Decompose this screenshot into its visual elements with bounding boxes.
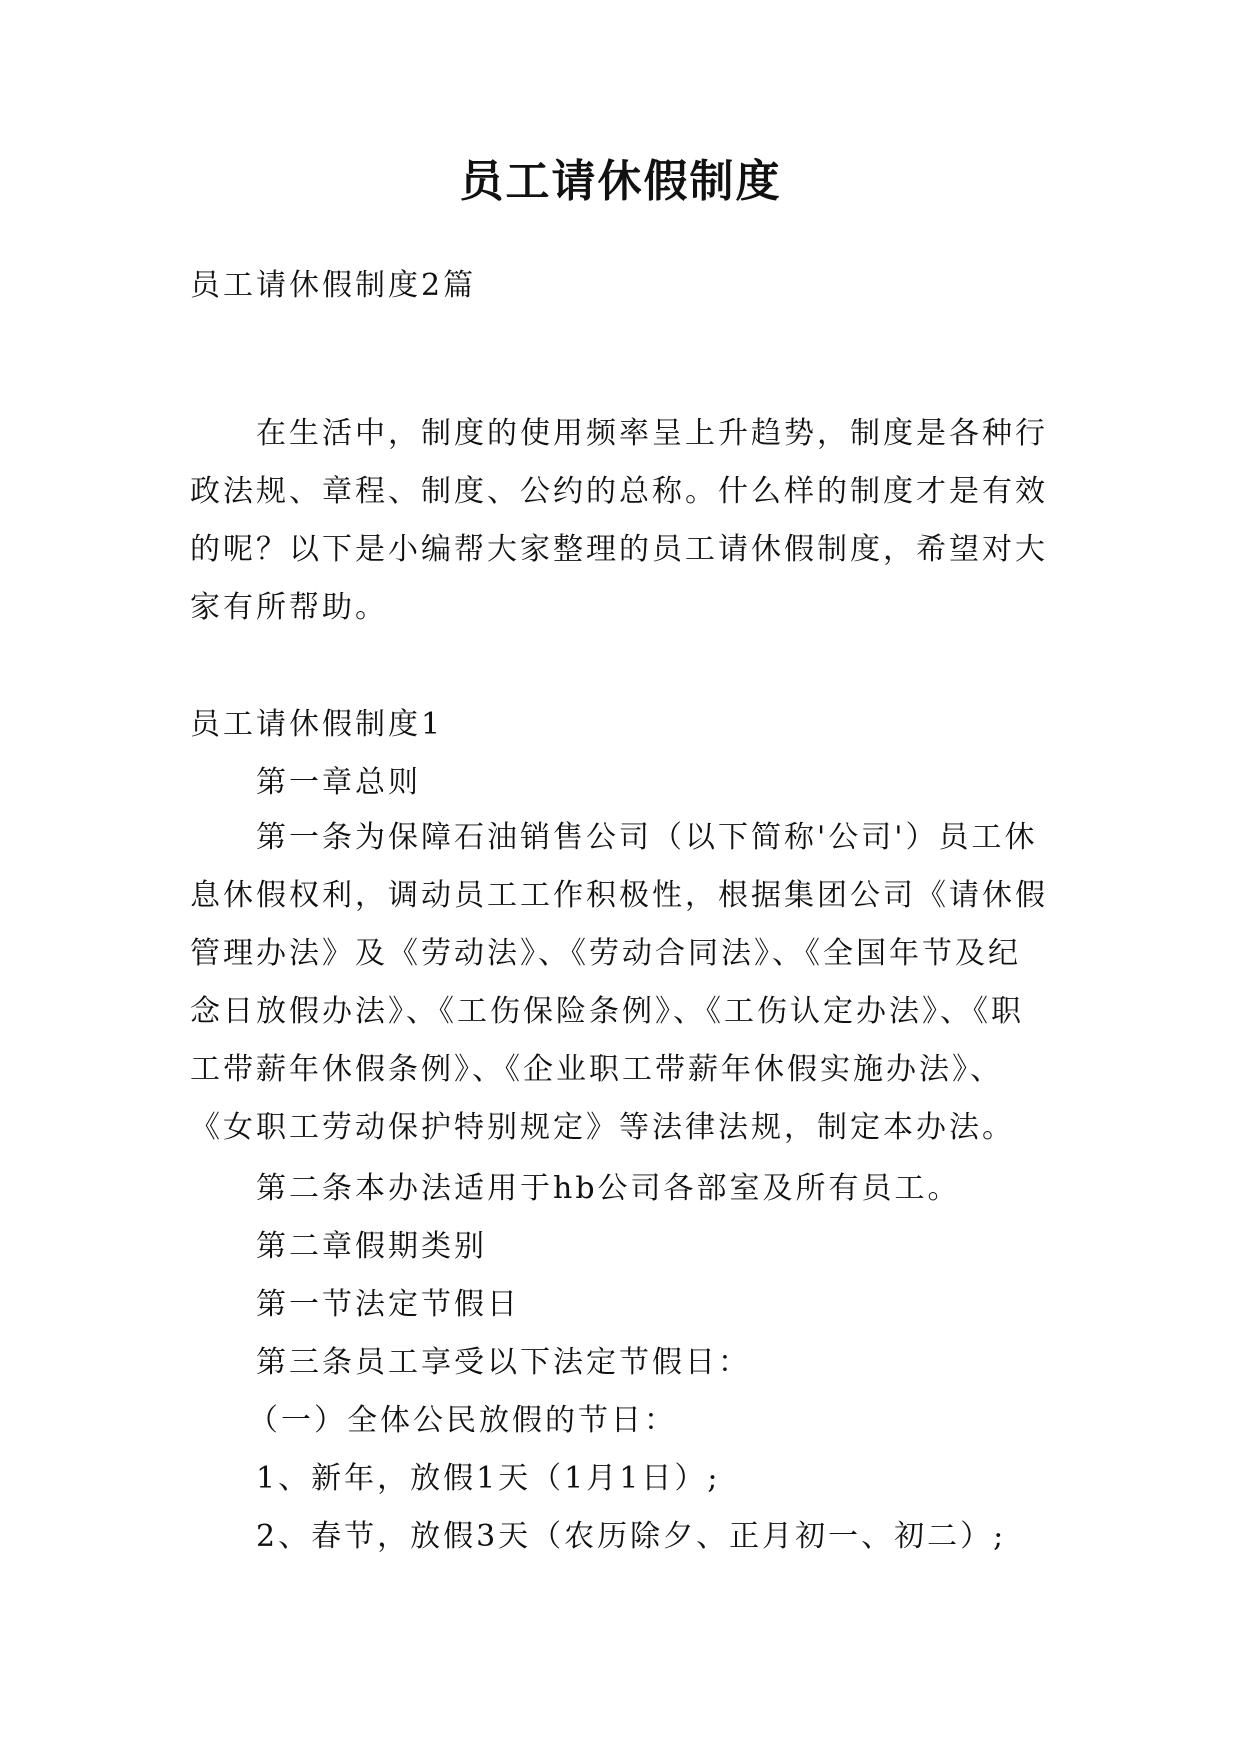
section-heading-holidays: 第一节法定节假日: [256, 1287, 520, 1322]
chapter-heading-general: 第一章总则: [256, 765, 421, 800]
page-title: 员工请休假制度: [459, 156, 782, 207]
list-group-heading: （一）全体公民放假的节日：: [248, 1403, 677, 1438]
intro-paragraph: 在生活中，制度的使用频率呈上升趋势，制度是各种行政法规、章程、制度、公约的总称。什么样的制度才是有效的呢？以下是小编帮大家整理的员工请休假制度，希望对大家有所帮助。: [190, 416, 1048, 625]
list-item: 2、春节，放假3天（农历除夕、正月初一、初二）;: [256, 1519, 1007, 1554]
article-paragraph-2: 第二条本办法适用于hb公司各部室及所有员工。: [256, 1171, 961, 1206]
article-paragraph-3: 第三条员工享受以下法定节假日：: [256, 1345, 751, 1380]
chapter-heading-leave-types: 第二章假期类别: [256, 1229, 487, 1264]
section-heading: 员工请休假制度1: [190, 707, 444, 742]
article-paragraph-1: 第一条为保障石油销售公司（以下简称'公司'）员工休息休假权利，调动员工工作积极性，根据集团公司《请休假管理办法》及《劳动法》、《劳动合同法》、《全国年节及纪念日放假办法》、《工伤保险条例》、《工伤认定办法》、《职工带薪年休假条例》、《企业职工带薪年休假实施办法》、《女职工劳动保护特别规定》等法律法规，制定本办法。: [190, 820, 1048, 1145]
document-subtitle: 员工请休假制度2篇: [190, 268, 477, 303]
list-item: 1、新年，放假1天（1月1日）;: [256, 1461, 721, 1496]
